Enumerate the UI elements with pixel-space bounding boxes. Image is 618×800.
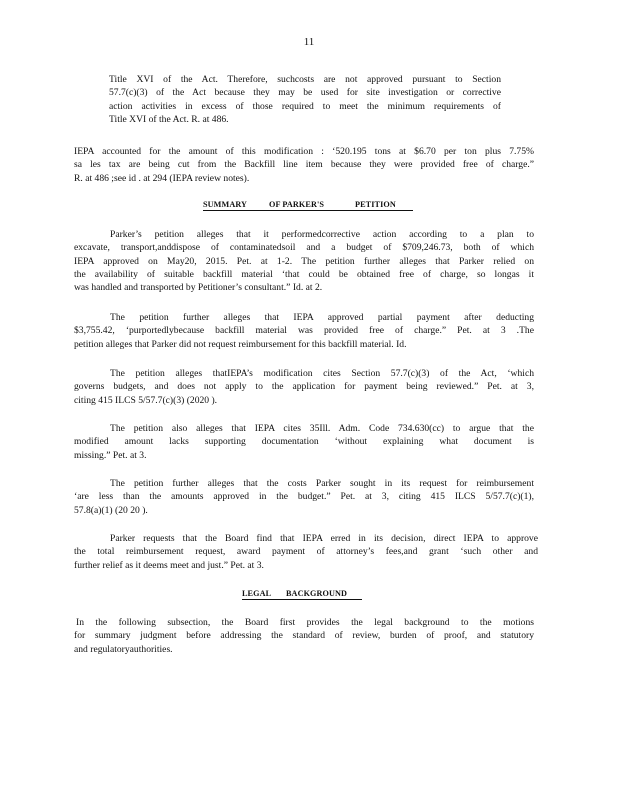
paragraph-legal-background bbox=[74, 616, 534, 656]
text-line: Title XVI of the Act. R. at 486. bbox=[109, 113, 229, 125]
text-line: Title XVI of the Act. Therefore, suchcosts are not approved pursuant to Section bbox=[109, 74, 501, 85]
text-line: 57.8(a)(1) (20 20 ). bbox=[74, 504, 148, 516]
text-line: petition alleges that Parker did not request reimbursement for this backfill material. Id. bbox=[74, 338, 407, 350]
text-line: Parker’s petition alleges that it performedcorrective action according to a plan to bbox=[110, 229, 534, 240]
paragraph-iepa-accounted bbox=[74, 145, 534, 185]
heading-underline bbox=[242, 599, 362, 600]
text-line: for summary judgment before addressing the standard of review, burden of proof, and statutory bbox=[74, 630, 534, 642]
paragraph-parker-requests bbox=[74, 532, 538, 572]
block-quote bbox=[109, 73, 501, 126]
text-line: further relief as it deems meet and just.” Pet. at 3. bbox=[74, 559, 264, 571]
text-line: The petition also alleges that IEPA cites 35Ill. Adm. Code 734.630(cc) to argue that the bbox=[110, 423, 534, 434]
text-line: IEPA approved on May20, 2015. Pet. at 1-2. The petition further alleges that Parker relied on bbox=[74, 255, 534, 267]
section-heading-legal-background bbox=[242, 589, 362, 600]
text-line: and regulatoryauthorities. bbox=[74, 643, 173, 655]
text-line: the availability of suitable backfill material ‘that could be obtained free of charge, so longas it bbox=[74, 268, 534, 280]
text-line: was handled and transported by Petitioner’s consultant.” Id. at 2. bbox=[74, 282, 323, 294]
text-line: 57.7(c)(3) of the Act because they may be used for site investigation or corrective bbox=[109, 87, 501, 99]
text-line: The petition further alleges that the costs Parker sought in its request for reimbursement bbox=[110, 478, 534, 489]
text-line: sa les tax are being cut from the Backfill line item because they were provided free of charge.” bbox=[74, 159, 534, 171]
heading-word: OF PARKER'S bbox=[269, 200, 325, 209]
text-line: The petition alleges thatIEPA’s modification cites Section 57.7(c)(3) of the Act, ‘which bbox=[110, 368, 534, 379]
text-line: R. at 486 ;see id . at 294 (IEPA review notes). bbox=[74, 172, 250, 184]
heading-word: LEGAL bbox=[242, 589, 272, 598]
text-line: governs budgets, and does not apply to the application for payment being reviewed.” Pet. at 3, bbox=[74, 381, 534, 393]
heading-word: PETITION bbox=[355, 200, 396, 209]
text-line: The petition further alleges that IEPA approved partial payment after deducting bbox=[110, 312, 534, 323]
text-line: the total reimbursement request, award payment of attorney’s fees,and grant ‘such other and bbox=[74, 546, 538, 558]
text-line: In the following subsection, the Board first provides the legal background to the motions bbox=[76, 617, 534, 628]
section-heading-summary bbox=[203, 200, 413, 211]
text-line: action activities in excess of those required to meet the minimum requirements of bbox=[109, 100, 501, 112]
paragraph-adm-code bbox=[74, 422, 534, 462]
paragraph-costs-sought bbox=[74, 477, 534, 517]
paragraph-partial-payment bbox=[74, 311, 534, 351]
paragraph-petition-allegations bbox=[74, 228, 534, 294]
text-line: Parker requests that the Board find that IEPA erred in its decision, direct IEPA to approve bbox=[110, 533, 538, 544]
paragraph-modification-cites bbox=[74, 367, 534, 407]
text-line: citing 415 ILCS 5/57.7(c)(3) (2020 ). bbox=[74, 394, 218, 406]
text-line: $3,755.42, ‘purportedlybecause backfill material was provided free of charge.” Pet. at 3 .The bbox=[74, 325, 534, 337]
text-line: missing.” Pet. at 3. bbox=[74, 449, 147, 461]
page-number: 11 bbox=[303, 36, 315, 48]
text-line: ‘are less than the amounts approved in the budget.” Pet. at 3, citing 415 ILCS 5/57.7(c)(1), bbox=[74, 491, 534, 503]
text-line: modified amount lacks supporting documentation ‘without explaining what document is bbox=[74, 436, 534, 448]
heading-word: SUMMARY bbox=[203, 200, 248, 209]
heading-word: BACKGROUND bbox=[286, 589, 348, 598]
heading-underline bbox=[203, 210, 413, 211]
text-line: IEPA accounted for the amount of this modification : ‘520.195 tons at $6.70 per ton plus 7.75% bbox=[74, 146, 534, 157]
text-line: excavate, transport,anddispose of contaminatedsoil and a budget of $709,246.73, both of which bbox=[74, 242, 534, 254]
